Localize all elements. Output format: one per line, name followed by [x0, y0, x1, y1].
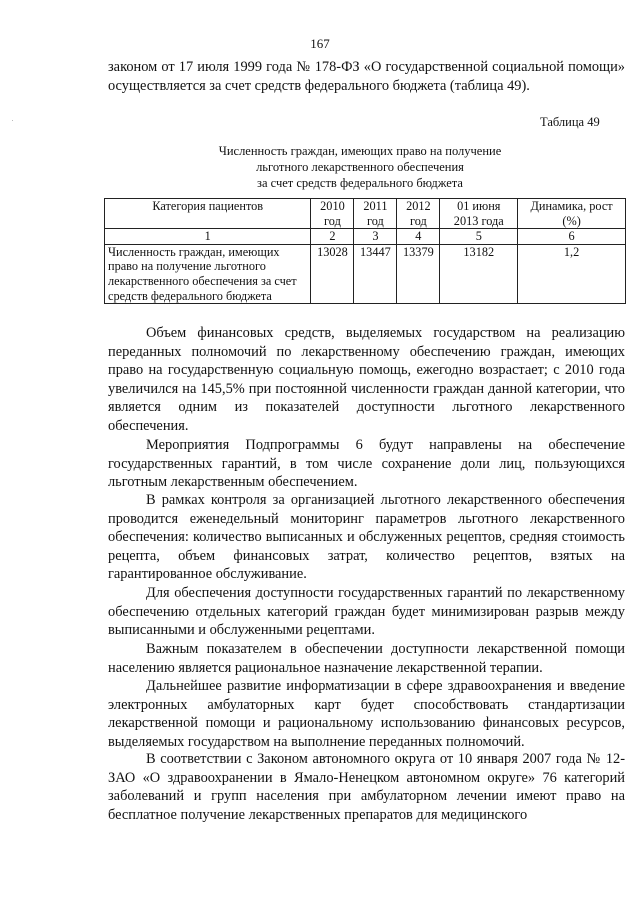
- body-paragraph: Дальнейшее развитие информатизации в сфере здравоохранения и введение электронных амбулаторных карт будет способствовать стандартизации лекарственной помощи и рациональному использованию финансовых ресурсов, выделяемых государством на выполнение переданных полномочий.: [108, 678, 625, 750]
- page-number: 167: [310, 36, 330, 51]
- cell-2013: 13182: [440, 244, 518, 303]
- header-2013: 01 июня 2013 года: [440, 199, 518, 229]
- column-number: 1: [105, 229, 311, 245]
- column-number: 6: [518, 229, 626, 245]
- header-category: Категория пациентов: [105, 199, 311, 229]
- table-header-row: [105, 199, 626, 229]
- cell-2010: 13028: [311, 244, 354, 303]
- table-title-line: Численность граждан, имеющих право на получение: [218, 144, 502, 158]
- body-paragraph: Для обеспечения доступности государственных гарантий по лекарственному обеспечению отдельных категорий граждан будет минимизирован разрыв между выписанными и обслуженными рецептами.: [108, 585, 625, 639]
- header-2012: 2012 год: [397, 199, 440, 229]
- body-paragraph: В рамках контроля за организацией льготного лекарственного обеспечения проводится еженедельный мониторинг параметров льготного лекарственного обеспечения: количество выписанных и обслуженных рецептов, средняя стоимость рецепта, объем финансовых затрат, количество рецептов, взятых на гарантированное обслуживание.: [108, 492, 625, 583]
- row-category: Численность граждан, имеющих право на получение льготного лекарственного обеспечения за счет средств федерального бюджета: [105, 244, 311, 303]
- column-number: 4: [397, 229, 440, 245]
- body-paragraph: В соответствии с Законом автономного округа от 10 января 2007 года № 12-ЗАО «О здравоохранении в Ямало-Ненецком автономном округе» 76 категорий заболеваний и групп населения при амбулаторном лечении имеют право на бесплатное получение лекарственных препаратов для медицинского: [108, 751, 625, 823]
- scan-margin-mark: [12, 120, 13, 121]
- body-paragraph: Объем финансовых средств, выделяемых государством на реализацию переданных полномочий по лекарственному обеспечению граждан, имеющих право на государственную социальную помощь, ежегодно возрастает; с 2010 года увеличился на 145,5% при постоянной численности граждан данной категории, что является одним из показателей доступности льготного лекарственного обеспечения.: [108, 325, 625, 434]
- header-2010: 2010 год: [311, 199, 354, 229]
- table-numbering-row: [105, 229, 626, 245]
- cell-growth: 1,2: [518, 244, 626, 303]
- body-paragraph: Важным показателем в обеспечении доступности лекарственной помощи населению является рациональное назначение лекарственной терапии.: [108, 641, 625, 676]
- table-label: Таблица 49: [540, 115, 600, 129]
- column-number: 3: [354, 229, 397, 245]
- column-number: 5: [440, 229, 518, 245]
- table-title: [200, 143, 520, 191]
- cell-2012: 13379: [397, 244, 440, 303]
- table-title-line: льготного лекарственного обеспечения: [256, 160, 464, 174]
- table-title-line: за счет средств федерального бюджета: [257, 176, 463, 190]
- intro-paragraph: законом от 17 июля 1999 года № 178-ФЗ «О государственной социальной помощи» осуществляется за счет средств федерального бюджета (таблица 49).: [108, 59, 625, 94]
- header-2011: 2011 год: [354, 199, 397, 229]
- body-paragraph: Мероприятия Подпрограммы 6 будут направлены на обеспечение государственных гарантий, в том числе сохранение доли лиц, пользующихся льготным лекарственным обеспечением.: [108, 437, 625, 491]
- header-growth: Динамика, рост (%): [518, 199, 626, 229]
- data-table: [104, 198, 626, 304]
- column-number: 2: [311, 229, 354, 245]
- cell-2011: 13447: [354, 244, 397, 303]
- table-row: [105, 244, 626, 303]
